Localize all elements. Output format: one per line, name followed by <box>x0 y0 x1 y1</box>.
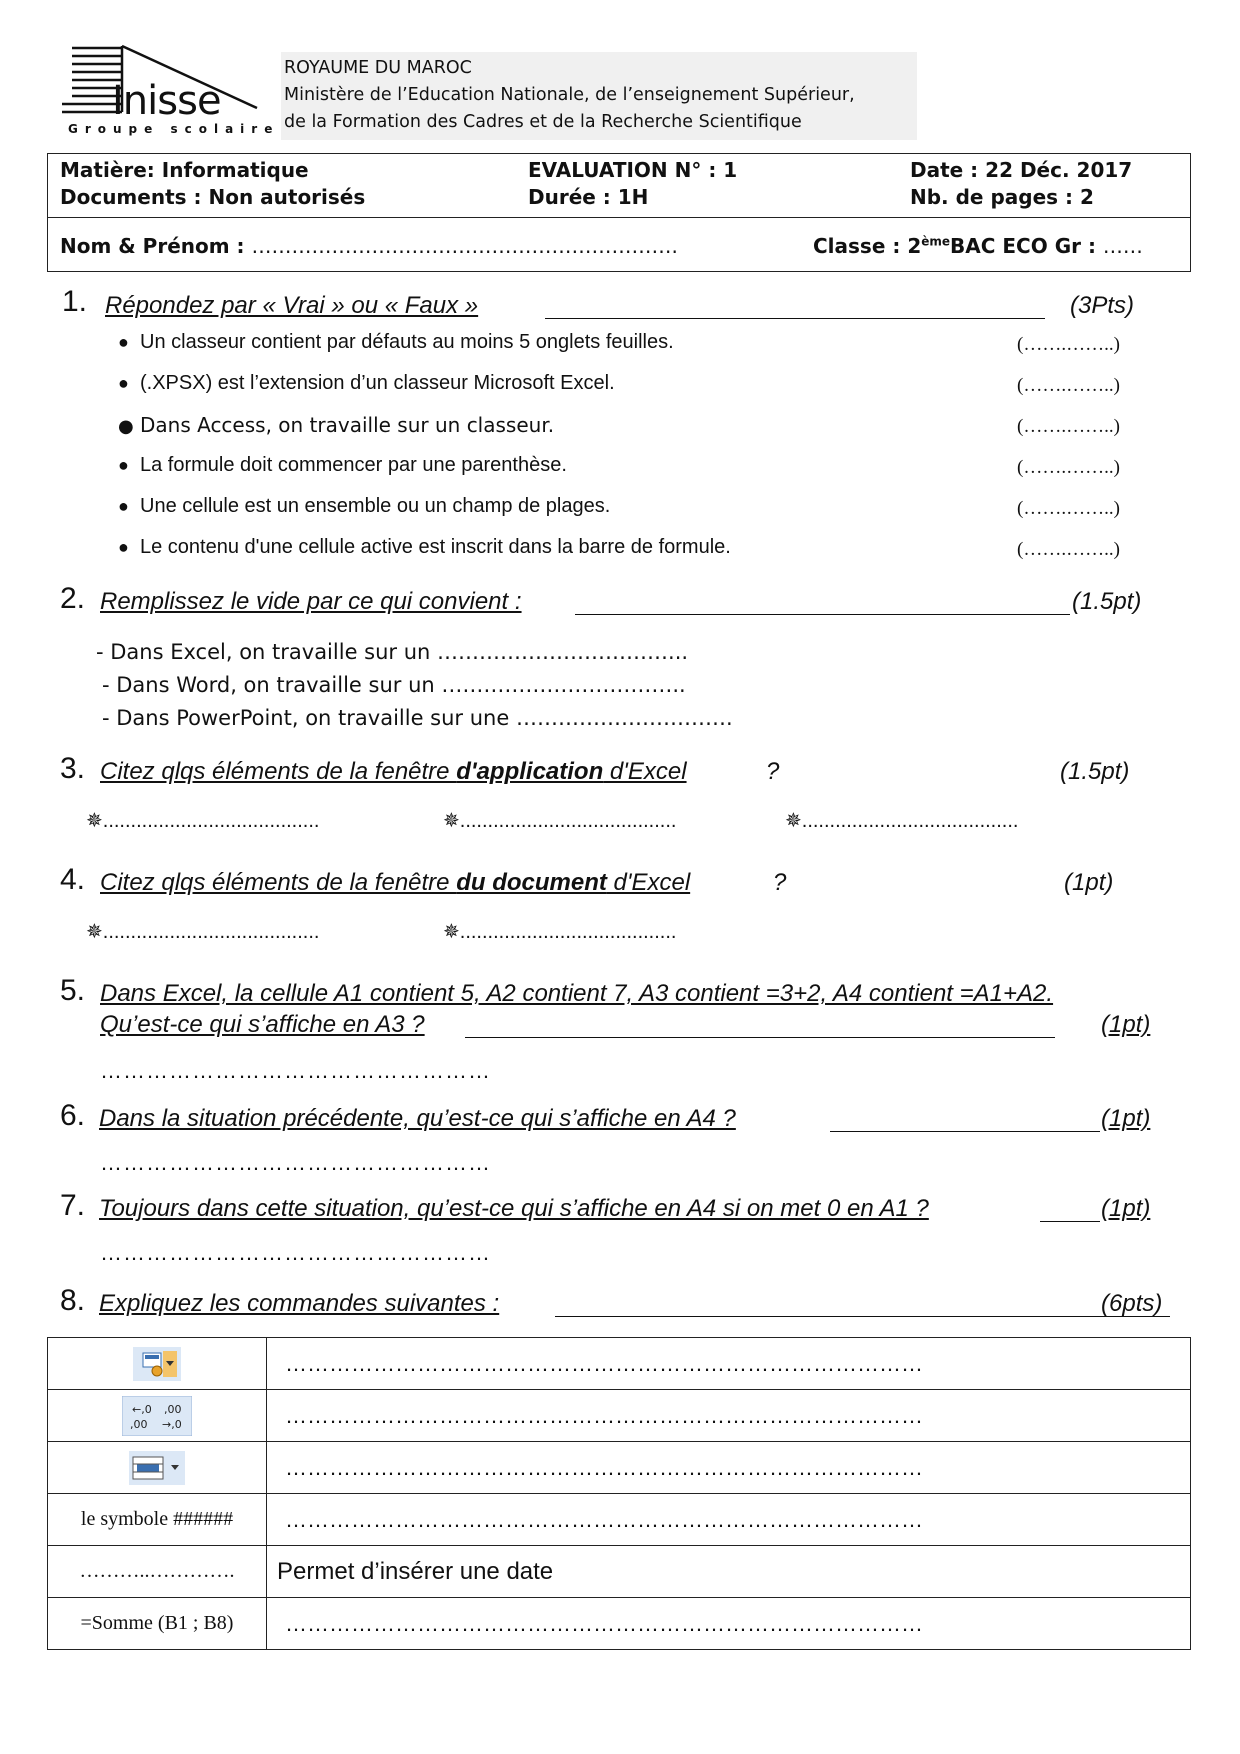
command-description-blank[interactable]: …………………………………………………………………………… <box>267 1338 1191 1390</box>
q1-answer-blank[interactable]: (…….……..) <box>1017 416 1120 437</box>
q4-number: 4. <box>60 863 86 896</box>
q1-number: 1. <box>62 285 88 318</box>
ministry-header <box>281 52 917 140</box>
q4-answer-blank[interactable]: ✵....................................... <box>443 921 677 943</box>
q3-question-mark: ? <box>766 758 780 785</box>
name-dots: ………………………………………………………. <box>251 234 678 258</box>
svg-text:←,0: ←,0 <box>132 1402 152 1416</box>
q1-item: ● Le contenu d'une cellule active est inscrit dans la barre de formule. <box>118 536 731 558</box>
q3-answer-blank[interactable]: ✵....................................... <box>785 810 1019 832</box>
svg-text:,00: ,00 <box>164 1402 182 1416</box>
q2-blank-line[interactable]: - Dans Word, on travaille sur un …………………………….. <box>102 673 686 697</box>
commands-table <box>47 1337 1191 1650</box>
q8-underline <box>555 1316 1170 1317</box>
command-description-blank[interactable]: …………………………………………………………………………… <box>267 1390 1191 1442</box>
header-line-3: de la Formation des Cadres et de la Recherche Scientifique <box>284 112 802 132</box>
name-label: Nom & Prénom : <box>60 234 245 258</box>
group-dots: …… <box>1102 234 1143 258</box>
q6-points: (1pt) <box>1101 1105 1151 1132</box>
class-suffix: BAC ECO Gr : <box>950 234 1096 258</box>
q2-blank-line[interactable]: - Dans PowerPoint, on travaille sur une …………………………. <box>102 706 733 730</box>
command-description-blank[interactable]: …………………………………………………………………………… <box>267 1442 1191 1494</box>
q5-title-line2: Qu’est-ce qui s’affiche en A3 ? <box>100 1011 425 1038</box>
command-cell <box>48 1390 267 1442</box>
q4-points: (1pt) <box>1064 869 1114 896</box>
q7-underline <box>1040 1221 1100 1222</box>
command-cell <box>48 1442 267 1494</box>
duration-label: Durée : 1H <box>528 185 649 209</box>
q6-number: 6. <box>60 1099 86 1132</box>
table-row <box>48 1546 1191 1598</box>
q1-item: ● (.XPSX) est l’extension d’un classeur Microsoft Excel. <box>118 372 615 394</box>
command-description-blank[interactable]: …………………………………………………………………………… <box>267 1598 1191 1650</box>
q8-number: 8. <box>60 1284 86 1317</box>
class-sup: ème <box>921 234 951 249</box>
class-prefix: Classe : 2 <box>813 234 922 258</box>
command-cell: le symbole ###### <box>48 1494 267 1546</box>
logo-subtitle: Groupe scolaire <box>68 122 280 136</box>
q1-answer-blank[interactable]: (…….……..) <box>1017 457 1120 478</box>
command-cell <box>48 1338 267 1390</box>
q3-points: (1.5pt) <box>1060 758 1130 785</box>
q6-answer-blank[interactable]: …………………………………………… <box>100 1150 491 1175</box>
name-field[interactable] <box>60 234 678 258</box>
q6-title: Dans la situation précédente, qu’est-ce qui s’affiche en A4 ? <box>99 1105 736 1132</box>
command-description-blank[interactable]: …………………………………………………………………………… <box>267 1494 1191 1546</box>
q5-answer-blank[interactable]: …………………………………………… <box>100 1058 491 1083</box>
q2-blank-line[interactable]: - Dans Excel, on travaille sur un ……………………………... <box>96 640 689 664</box>
q1-answer-blank[interactable]: (…….……..) <box>1017 375 1120 396</box>
header-line-1: ROYAUME DU MAROC <box>284 58 472 78</box>
date-label: Date : 22 Déc. 2017 <box>910 158 1133 182</box>
q7-points: (1pt) <box>1101 1195 1151 1222</box>
q4-title: Citez qlqs éléments de la fenêtre du document d'Excel <box>100 869 691 896</box>
q4-answer-blank[interactable]: ✵....................................... <box>86 921 320 943</box>
svg-text:,00: ,00 <box>130 1417 148 1431</box>
q7-title: Toujours dans cette situation, qu’est-ce qui s’affiche en A4 si on met 0 en A1 ? <box>99 1195 929 1222</box>
command-description: Permet d’insérer une date <box>267 1546 1191 1598</box>
q5-number: 5. <box>60 974 86 1007</box>
q1-title: Répondez par « Vrai » ou « Faux » <box>105 292 479 319</box>
q2-number: 2. <box>60 582 86 615</box>
q1-answer-blank[interactable]: (…….……..) <box>1017 539 1120 560</box>
merge-center-dropdown-icon <box>129 1451 185 1485</box>
q2-underline <box>575 614 1070 615</box>
q7-number: 7. <box>60 1189 86 1222</box>
decimal-increase-decrease-icon <box>122 1396 192 1436</box>
q3-answer-blank[interactable]: ✵....................................... <box>443 810 677 832</box>
subject-label: Matière: Informatique <box>60 158 309 182</box>
table-row <box>48 1390 1191 1442</box>
header-line-2: Ministère de l’Education Nationale, de l’enseignement Supérieur, <box>284 85 855 105</box>
q3-title: Citez qlqs éléments de la fenêtre d'application d'Excel <box>100 758 687 785</box>
pages-label: Nb. de pages : 2 <box>910 185 1094 209</box>
q1-answer-blank[interactable]: (…….……..) <box>1017 334 1120 355</box>
q1-item: ● Une cellule est un ensemble ou un champ de plages. <box>118 495 611 517</box>
q7-answer-blank[interactable]: …………………………………………… <box>100 1240 491 1265</box>
q1-item: ● La formule doit commencer par une parenthèse. <box>118 454 567 476</box>
q6-underline <box>830 1131 1100 1132</box>
q2-title: Remplissez le vide par ce qui convient : <box>100 588 522 615</box>
logo-name: Inisse <box>112 78 221 124</box>
info-divider <box>48 217 1190 218</box>
q3-answer-blank[interactable]: ✵....................................... <box>86 810 320 832</box>
class-field[interactable] <box>813 234 1143 258</box>
q1-item: ● Un classeur contient par défauts au moins 5 onglets feuilles. <box>118 331 674 353</box>
q2-points: (1.5pt) <box>1072 588 1142 615</box>
evaluation-label: EVALUATION N° : 1 <box>528 158 738 182</box>
command-cell-blank[interactable]: ………..…………. <box>48 1546 267 1598</box>
table-row <box>48 1494 1191 1546</box>
table-row <box>48 1442 1191 1494</box>
q5-title-line1: Dans Excel, la cellule A1 contient 5, A2 contient 7, A3 contient =3+2, A4 contient =A1+A2. <box>100 980 1054 1007</box>
q3-number: 3. <box>60 752 86 785</box>
insert-function-dropdown-icon <box>133 1347 181 1381</box>
q4-question-mark: ? <box>773 869 787 896</box>
table-row <box>48 1338 1191 1390</box>
q1-underline <box>545 318 1045 319</box>
q8-points: (6pts) <box>1101 1290 1163 1317</box>
exam-info-box <box>47 153 1191 272</box>
q1-answer-blank[interactable]: (…….……..) <box>1017 498 1120 519</box>
svg-text:→,0: →,0 <box>162 1417 182 1431</box>
q1-points: (3Pts) <box>1070 292 1135 319</box>
q8-title: Expliquez les commandes suivantes : <box>99 1290 500 1317</box>
command-cell: =Somme (B1 ; B8) <box>48 1598 267 1650</box>
q5-points: (1pt) <box>1101 1011 1151 1038</box>
documents-label: Documents : Non autorisés <box>60 185 366 209</box>
table-row <box>48 1598 1191 1650</box>
q1-item: ● Dans Access, on travaille sur un classeur. <box>118 413 555 437</box>
q5-underline <box>465 1037 1055 1038</box>
